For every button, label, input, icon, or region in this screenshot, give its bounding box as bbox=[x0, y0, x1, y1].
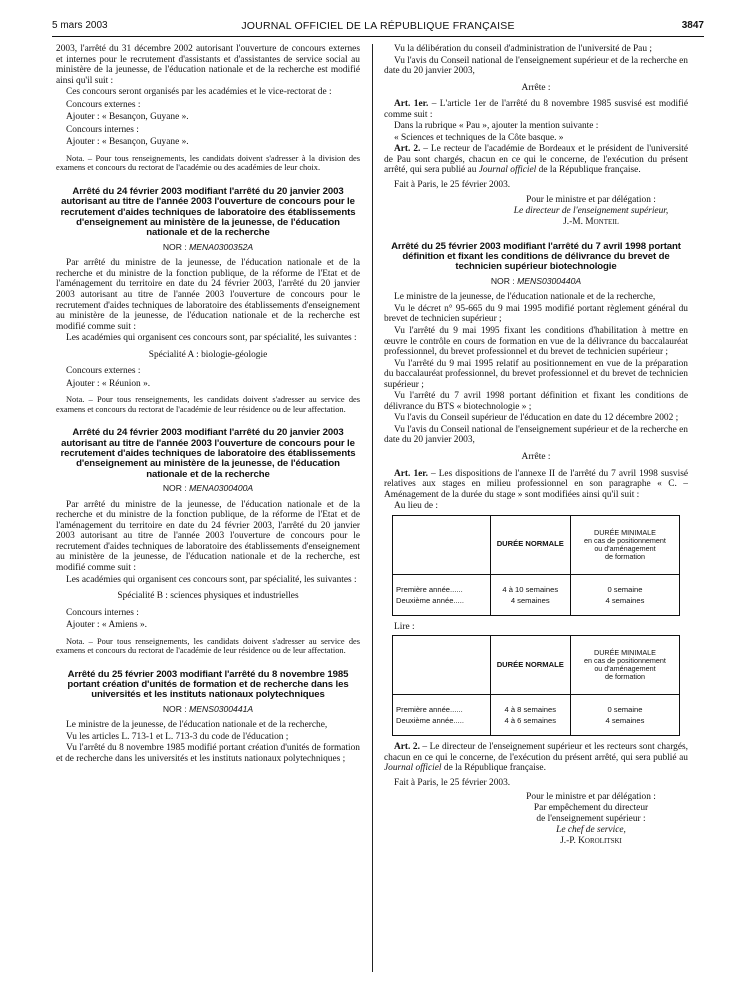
intro-line: Ajouter : « Besançon, Guyane ». bbox=[66, 112, 189, 123]
decree-paragraph: Vu l'arrêté du 9 mai 1995 relatif au positionnement en vue de la préparation du baccalauréat professionnel, du brevet professionnel et du brevet de technicien supérieur ; bbox=[384, 358, 688, 390]
header-minimum-duration: DURÉE MINIMALE en cas de positionnement ou d'aménagement de formation bbox=[570, 636, 679, 695]
decree-line: Ajouter : « Amiens ». bbox=[66, 620, 147, 631]
article-line: « Sciences et techniques de la Côte basque. » bbox=[394, 132, 564, 143]
table-row-labels: Première année...... Deuxième année..... bbox=[393, 695, 491, 736]
header-date: 5 mars 2003 bbox=[52, 20, 108, 31]
table-minimum-values: 0 semaine 4 semaines bbox=[570, 574, 679, 615]
column-separator bbox=[372, 44, 373, 972]
speciality-line: Spécialité B : sciences physiques et industrielles bbox=[117, 591, 299, 602]
signature-block: Pour le ministre et par délégation : Par empêchement du directeur de l'enseignement supérieur : Le chef de service, J.-P. Korolitski bbox=[526, 792, 656, 847]
nor-reference: NOR : MENS0300441A bbox=[162, 703, 254, 714]
decree-title: Arrêté du 24 février 2003 modifiant l'arrêté du 20 janvier 2003 autorisant au titre de l'année 2003 l'ouverture de concours pour le recrutement d'aides techniques de laboratoire des établissements d'enseignement au ministère de la jeunesse, de l'éducation nationale et de la recherche bbox=[60, 185, 356, 239]
decree-paragraph: Vu l'avis du Conseil national de l'enseignement supérieur et de la recherche en date du 20 janvier 2003, bbox=[384, 424, 688, 446]
article-paragraph: Art. 2. – Le directeur de l'enseignement supérieur et les recteurs sont chargés, chacun en ce qui le concerne, de l'exécution du présent arrêté, qui sera publié au Journal officiel de la République française. bbox=[384, 742, 688, 774]
header-minimum-duration: DURÉE MINIMALE en cas de positionnement ou d'aménagement de formation bbox=[570, 515, 679, 574]
old-duration-table bbox=[392, 515, 680, 616]
intro-note: Nota. – Pour tous renseignements, les candidats doivent s'adresser à la division des examens et concours du rectorat de l'académie ou des académies de leur choix. bbox=[56, 153, 360, 173]
decree-paragraph: Les académies qui organisent ces concours sont, par spécialité, les suivantes : bbox=[66, 574, 357, 585]
decree-line: Ajouter : « Réunion ». bbox=[66, 378, 151, 389]
header-journal-title: JOURNAL OFFICIEL DE LA RÉPUBLIQUE FRANÇAISE bbox=[241, 20, 515, 32]
decree-paragraph: Vu les articles L. 713-1 et L. 713-3 du code de l'éducation ; bbox=[66, 731, 289, 742]
decree-paragraph: Vu la délibération du conseil d'administration de l'université de Pau ; bbox=[394, 44, 652, 54]
decree-title: Arrêté du 25 février 2003 modifiant l'arrêté du 7 avril 1998 portant définition et fixant les conditions de délivrance du brevet de technicien supérieur biotechnologie bbox=[391, 240, 681, 273]
decree-paragraph: Vu l'arrêté du 9 mai 1995 fixant les conditions d'habilitation à mettre en œuvre le contrôle en cours de formation en vue de la délivrance du baccalauréat professionnel, du brevet professionnel et du brevet de technicien supérieur ; bbox=[384, 325, 688, 358]
nor-reference: NOR : MENS0300440A bbox=[490, 275, 582, 286]
header-normal-duration: DURÉE NORMALE bbox=[490, 515, 570, 574]
header-page-number: 3847 bbox=[681, 20, 704, 31]
decree-line: Concours externes : bbox=[66, 366, 141, 377]
table-normal-values: 4 à 8 semaines 4 à 6 semaines bbox=[490, 695, 570, 736]
table-row-labels: Première année...... Deuxième année..... bbox=[393, 574, 491, 615]
intro-line: Concours externes : bbox=[66, 99, 141, 110]
article-paragraph: Art. 1er. – Les dispositions de l'annexe II de l'arrêté du 7 avril 1998 susvisé relatives aux stages en milieu professionnel en son paragraphe « C. – Aménagement de la durée du stage » sont modifiées ainsi qu'il suit : bbox=[384, 468, 688, 500]
decree-paragraph: Par arrêté du ministre de la jeunesse, de l'éducation nationale et de la recherche et du ministre de la fonction publique, de la réforme de l'Etat et de l'aménagement du territoire en date du 24 février 2003, l'arrêté du 20 janvier 2003 autorisant au titre de l'année 2003 l'ouverture de concours pour le recrutement d'aides techniques de laboratoire des établissements d'enseignement au ministère de la jeunesse, de l'éducation nationale et de la recherche est modifié comme suit : bbox=[56, 258, 360, 332]
intro-paragraph: 2003, l'arrêté du 31 décembre 2002 autorisant l'ouverture de concours externes et internes pour le recrutement d'assistants et d'assistantes de service social au ministère de la jeunesse, de l'éducation nationale et de la recherche est modifié ainsi qu'il suit : bbox=[56, 44, 360, 86]
decree-paragraph: Les académies qui organisent ces concours sont, par spécialité, les suivantes : bbox=[66, 333, 357, 344]
decree-paragraph: Vu l'arrêté du 8 novembre 1985 modifié portant création d'unités de formation et de recherche dans les universités et les instituts nationaux polytechniques ; bbox=[56, 743, 360, 764]
table-normal-values: 4 à 10 semaines 4 semaines bbox=[490, 574, 570, 615]
nor-reference: NOR : MENA0300352A bbox=[162, 241, 254, 252]
decree-title: Arrêté du 25 février 2003 modifiant l'arrêté du 8 novembre 1985 portant création d'unités de formation et de recherche dans les universités et les instituts nationaux polytechniques bbox=[67, 668, 349, 701]
arrete-line: Arrête : bbox=[521, 82, 551, 93]
decree-paragraph: Vu le décret n° 95-665 du 9 mai 1995 modifié portant règlement général du brevet de technicien supérieur ; bbox=[384, 303, 688, 325]
intro-line: Ajouter : « Besançon, Guyane ». bbox=[66, 137, 189, 148]
decree-note: Nota. – Pour tous renseignements, les candidats doivent s'adresser au service des examens et concours du rectorat de l'académie de leur résidence ou de leur affectation. bbox=[56, 395, 360, 414]
lire-label: Lire : bbox=[394, 621, 415, 632]
header-normal-duration: DURÉE NORMALE bbox=[490, 636, 570, 695]
decree-paragraph: Le ministre de la jeunesse, de l'éducation nationale et de la recherche, bbox=[394, 292, 656, 303]
nor-reference: NOR : MENA0300400A bbox=[162, 483, 254, 494]
article-paragraph: Art. 2. – Le recteur de l'académie de Bordeaux et le président de l'université de Pau sont chargés, chacun en ce qui le concerne, de l'exécution du présent arrêté, qui sera publié au Journal officiel de la République française. bbox=[384, 144, 688, 176]
fait-line: Fait à Paris, le 25 février 2003. bbox=[394, 777, 511, 788]
decree-title: Arrêté du 24 février 2003 modifiant l'arrêté du 20 janvier 2003 autorisant au titre de l'année 2003 l'ouverture de concours pour le recrutement d'aides techniques de laboratoire des établissements d'enseignement au ministère de la jeunesse, de l'éducation nationale et de la recherche bbox=[60, 427, 356, 480]
new-duration-table bbox=[392, 635, 680, 736]
left-column bbox=[56, 44, 360, 766]
fait-line: Fait à Paris, le 25 février 2003. bbox=[394, 180, 511, 191]
decree-paragraph: Vu l'arrêté du 7 avril 1998 portant définition et fixant les conditions de délivrance du BTS « biotechnologie » ; bbox=[384, 391, 688, 412]
header-rule bbox=[52, 36, 704, 37]
speciality-line: Spécialité A : biologie-géologie bbox=[148, 349, 268, 360]
decree-paragraph: Le ministre de la jeunesse, de l'éducation nationale et de la recherche, bbox=[66, 720, 328, 731]
page-header bbox=[52, 20, 704, 34]
au-lieu-label: Au lieu de : bbox=[394, 501, 439, 512]
table-minimum-values: 0 semaine 4 semaines bbox=[570, 695, 679, 736]
decree-paragraph: Vu l'avis du Conseil national de l'enseignement supérieur et de la recherche en date du 20 janvier 2003, bbox=[384, 55, 688, 77]
decree-paragraph: Vu l'avis du Conseil supérieur de l'éducation en date du 12 décembre 2002 ; bbox=[394, 413, 679, 424]
arrete-line: Arrête : bbox=[521, 451, 551, 462]
right-column bbox=[384, 44, 688, 847]
article-paragraph: Art. 1er. – L'article 1er de l'arrêté du 8 novembre 1985 susvisé est modifié comme suit : bbox=[384, 99, 688, 120]
decree-paragraph: Par arrêté du ministre de la jeunesse, de l'éducation nationale et de la recherche et du ministre de la fonction publique, de la réforme de l'Etat et de l'aménagement du territoire en date du 24 février 2003, l'arrêté du 20 janvier 2003 autorisant au titre de l'année 2003 l'ouverture de concours pour le recrutement d'aides techniques de laboratoire des établissements d'enseignement au ministère de la jeunesse, de l'éducation nationale et de la recherche, est modifié comme suit : bbox=[56, 499, 360, 573]
article-line: Dans la rubrique « Pau », ajouter la mention suivante : bbox=[394, 121, 599, 132]
intro-line: Concours internes : bbox=[66, 124, 139, 135]
decree-line: Concours internes : bbox=[66, 607, 139, 618]
decree-note: Nota. – Pour tous renseignements, les candidats doivent s'adresser au service des examens et concours du rectorat de l'académie de leur résidence ou de leur affectation. bbox=[56, 636, 360, 656]
signature-block: Pour le ministre et par délégation : Le directeur de l'enseignement supérieur, J.-M. Monteil bbox=[513, 194, 669, 227]
intro-paragraph: Ces concours seront organisés par les académies et le vice-rectorat de : bbox=[66, 87, 332, 98]
